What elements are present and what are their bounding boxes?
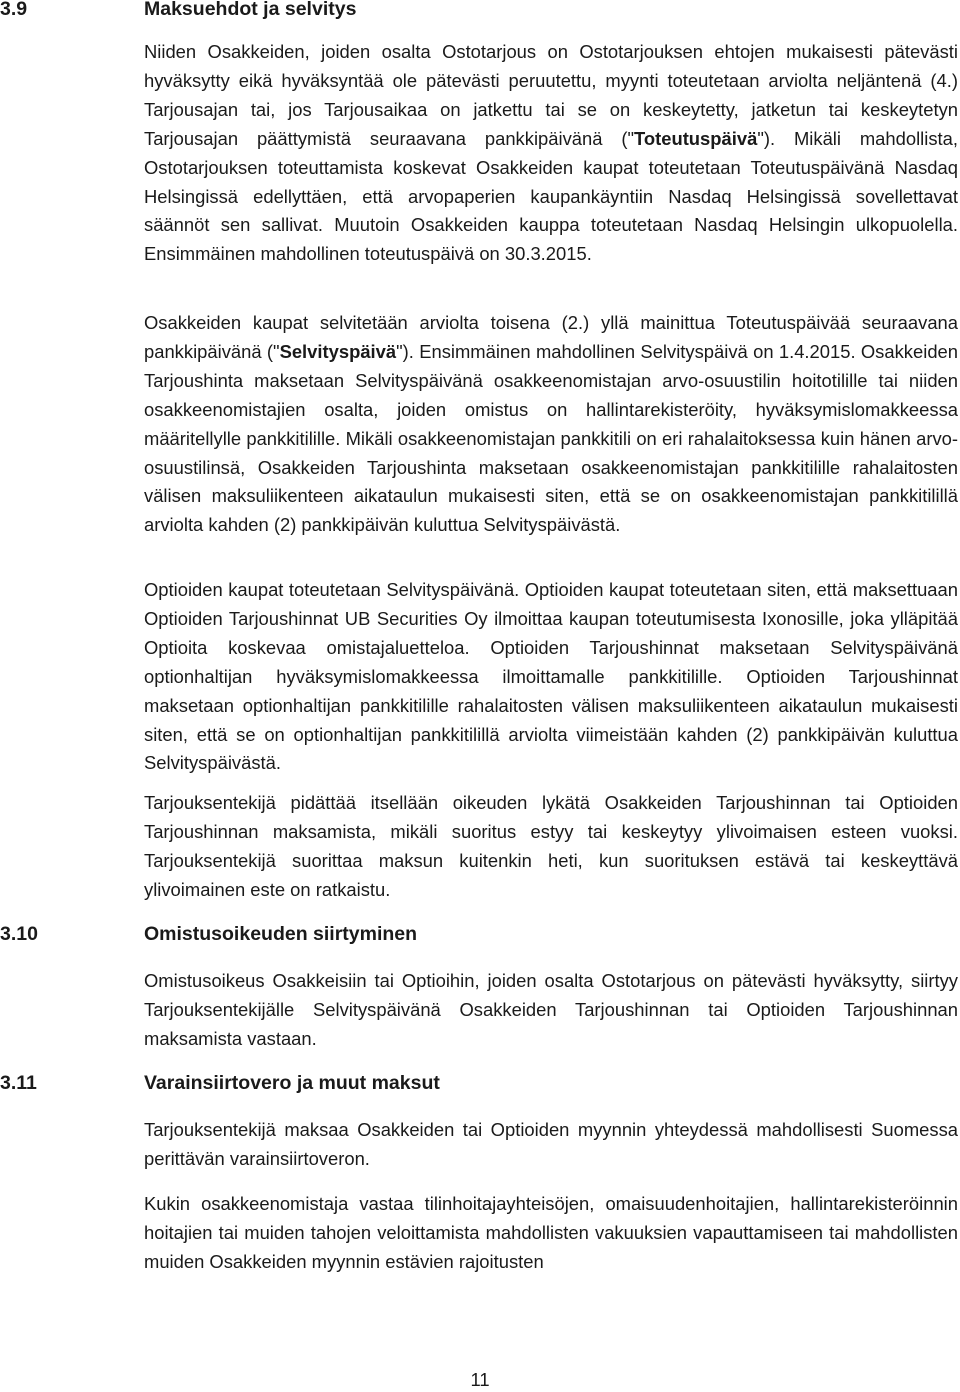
paragraph-other-fees [144,1190,958,1277]
paragraph-transfer-tax [144,1116,958,1174]
section-title: Omistusoikeuden siirtyminen [144,923,418,945]
defined-term: Selvityspäivä [279,340,397,362]
section-number: 3.11 [0,1072,37,1094]
section-number: 3.9 [0,0,28,20]
paragraph-settlement [144,309,958,540]
paragraph-text: Optioiden kaupat toteutetaan Selvityspäivänä. Optioiden kaupat toteutetaan siten, että maksettuaan Optioiden Tarjoushinnat UB Securities Oy ilmoittaa kaupan toteutumisesta Ixonosille, joka ylläpitää Optioita koskevaa omistajaluetteloa. Optioiden Tarjoushinnat maksetaan Selvityspäivänä optionhaltijan hyväksymislomakkeessa ilmoittamalle pankkitilille. Optioiden Tarjoushinnat maksetaan optionhaltijan pankkitilille rahalaitosten välisen maksuliikenteen aikataulun mukaisesti siten, että se on optionhaltijan pankkitilillä arviolta viimeistään kahden (2) pankkipäivän kuluttua Selvityspäivästä. [144,579,958,774]
paragraph-payment-execution [144,38,958,269]
defined-term: Toteutuspäivä [634,127,758,149]
page-number: 11 [470,1369,490,1390]
paragraph-text: Omistusoikeus Osakkeisiin tai Optioihin, joiden osalta Ostotarjous on pätevästi hyväksytty, siirtyy Tarjouksentekijälle Selvityspäivänä Osakkeiden Tarjoushinnan tai Optioiden Tarjoushinnan maksamista vastaan. [144,970,958,1049]
paragraph-options-settlement [144,576,958,778]
paragraph-text: Tarjouksentekijä maksaa Osakkeiden tai Optioiden myynnin yhteydessä mahdollisesti Suomessa perittävän varainsiirtoveron. [144,1119,958,1169]
section-title: Maksuehdot ja selvitys [144,0,357,20]
paragraph-text: "). Ensimmäinen mahdollinen Selvityspäivä on 1.4.2015. Osakkeiden Tarjoushinta maksetaan Selvityspäivänä osakkeenomistajan arvo-osuustilin hoitotilille tai niiden osakkeenomistajien osalta, joiden omistus on hallintarekisteröity, hyväksymislomakkeessa määritellylle pankkitilille. Mikäli osakkeenomistajan pankkitili on eri rahalaitoksessa kuin hänen arvo-osuustilinsä, Osakkeiden Tarjoushinta maksetaan osakkeenomistajan pankkitilille rahalaitosten välisen maksuliikenteen aikataulun mukaisesti siten, että se on osakkeenomistajan pankkitilillä arviolta kahden (2) pankkipäivän kuluttua Selvityspäivästä. [144,340,958,536]
section-title: Varainsiirtovero ja muut maksut [144,1072,440,1094]
section-number: 3.10 [0,923,38,945]
paragraph-text: Tarjouksentekijä pidättää itsellään oikeuden lykätä Osakkeiden Tarjoushinnan tai Optioiden Tarjoushinnan maksamista, mikäli suoritus estyy tai keskeytyy ylivoimaisen esteen vuoksi. Tarjouksentekijä suorittaa maksun kuitenkin heti, kun suorituksen estävä tai keskeyttävä ylivoimainen este on ratkaistu. [144,792,958,900]
paragraph-ownership-transfer [144,967,958,1054]
paragraph-text: Kukin osakkeenomistaja vastaa tilinhoitajayhteisöjen, omaisuudenhoitajien, hallintarekisteröinnin hoitajien tai muiden tahojen veloittamista mahdollisten vakuuksien vapauttamiseen tai mahdollisten muiden Osakkeiden myynnin estävien rajoitusten [144,1193,958,1272]
paragraph-force-majeure [144,789,958,905]
paragraph-text: Niiden Osakkeiden, joiden osalta Ostotarjous on Ostotarjouksen ehtojen mukaisesti pätevästi hyväksytty eikä hyväksyntää ole pätevästi peruutettu, myynti toteutetaan arviolta neljäntenä (4.) Tarjousajan tai, jos Tarjousaikaa on jatkettu tai se on keskeytetty, jatketun tai keskeytetyn Tarjousajan päättymistä seuraavana pankkipäivänä (" [144,41,958,149]
paragraph-text: Osakkeiden kaupat selvitetään arviolta toisena (2.) yllä mainittua Toteutuspäivää seuraavana pankkipäivänä (" [144,312,958,362]
paragraph-text: "). Mikäli mahdollista, Ostotarjouksen toteuttamista koskevat Osakkeiden kaupat toteutetaan Toteutuspäivänä Nasdaq Helsingissä edellyttäen, että arvopaperien kaupankäyntiin Nasdaq Helsingissä sovellettavat säännöt sen sallivat. Muutoin Osakkeiden kauppa toteutetaan Nasdaq Helsingin ulkopuolella. Ensimmäinen mahdollinen toteutuspäivä on 30.3.2015. [144,127,958,265]
